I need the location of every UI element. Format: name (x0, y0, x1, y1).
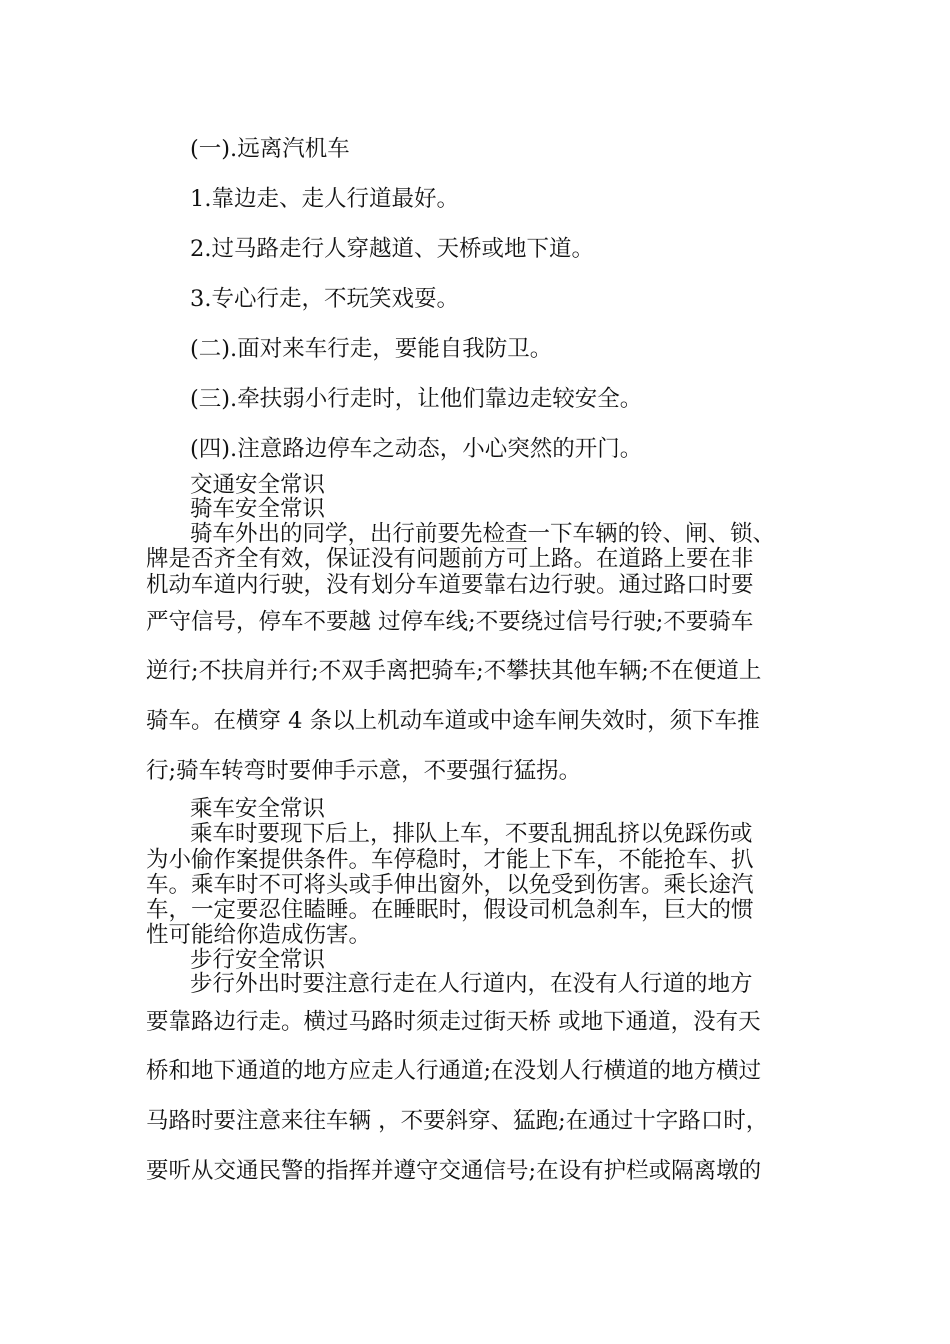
cycling-paragraph-line: 严守信号，停车不要越 过停车线;不要绕过信号行驶;不要骑车 (146, 609, 754, 635)
riding-paragraph-line: 乘车时要现下后上，排队上车，不要乱拥乱挤以免踩伤或 (190, 821, 753, 847)
riding-paragraph-line: 车。乘车时不可将头或手伸出窗外，以免受到伤害。乘长途汽 (146, 872, 754, 898)
tip-two: (二).面对来车行走，要能自我防卫。 (190, 336, 553, 362)
section-one-item-1: 1.靠边走、走人行道最好。 (190, 186, 459, 212)
walking-paragraph-line: 步行外出时要注意行走在人行道内，在没有人行道的地方 (190, 971, 753, 997)
riding-heading: 乘车安全常识 (190, 796, 326, 822)
cycling-paragraph-line: 骑车外出的同学，出行前要先检查一下车辆的铃、闸、锁、 (190, 521, 776, 547)
section-one-heading: (一).远离汽机车 (190, 136, 350, 162)
riding-paragraph-line: 为小偷作案提供条件。车停稳时，才能上下车，不能抢车、扒 (146, 847, 754, 873)
cycling-paragraph-line: 行;骑车转弯时要伸手示意，不要强行猛拐。 (146, 758, 582, 784)
walking-paragraph-line: 要靠路边行走。横过马路时须走过街天桥 或地下通道，没有天 (146, 1009, 761, 1035)
cycling-paragraph-line: 逆行;不扶肩并行;不双手离把骑车;不攀扶其他车辆;不在便道上 (146, 658, 762, 684)
walking-paragraph-line: 要听从交通民警的指挥并遵守交通信号;在设有护栏或隔离墩的 (146, 1158, 762, 1184)
walking-paragraph-line: 桥和地下通道的地方应走人行通道;在没划人行横道的地方横过 (146, 1058, 762, 1084)
section-one-item-2: 2.过马路走行人穿越道、天桥或地下道。 (190, 236, 594, 262)
cycling-heading: 骑车安全常识 (190, 496, 326, 522)
cycling-paragraph-line: 机动车道内行驶，没有划分车道要靠右边行驶。通过路口时要 (146, 572, 754, 598)
cycling-paragraph-line: 牌是否齐全有效，保证没有问题前方可上路。在道路上要在非 (146, 546, 754, 572)
tip-four: (四).注意路边停车之动态，小心突然的开门。 (190, 436, 643, 462)
traffic-safety-heading: 交通安全常识 (190, 472, 326, 498)
riding-paragraph-line: 车，一定要忍住瞌睡。在睡眠时，假设司机急刹车，巨大的惯 (146, 897, 754, 923)
walking-paragraph-line: 马路时要注意来往车辆 ，不要斜穿、猛跑;在通过十字路口时， (146, 1108, 769, 1134)
tip-three: (三).牵扶弱小行走时，让他们靠边走较安全。 (190, 386, 643, 412)
riding-paragraph-line: 性可能给你造成伤害。 (146, 922, 372, 948)
cycling-paragraph-line: 骑车。在横穿 4 条以上机动车道或中途车闸失效时，须下车推 (146, 708, 760, 734)
section-one-item-3: 3.专心行走，不玩笑戏耍。 (190, 286, 459, 312)
walking-heading: 步行安全常识 (190, 947, 326, 973)
